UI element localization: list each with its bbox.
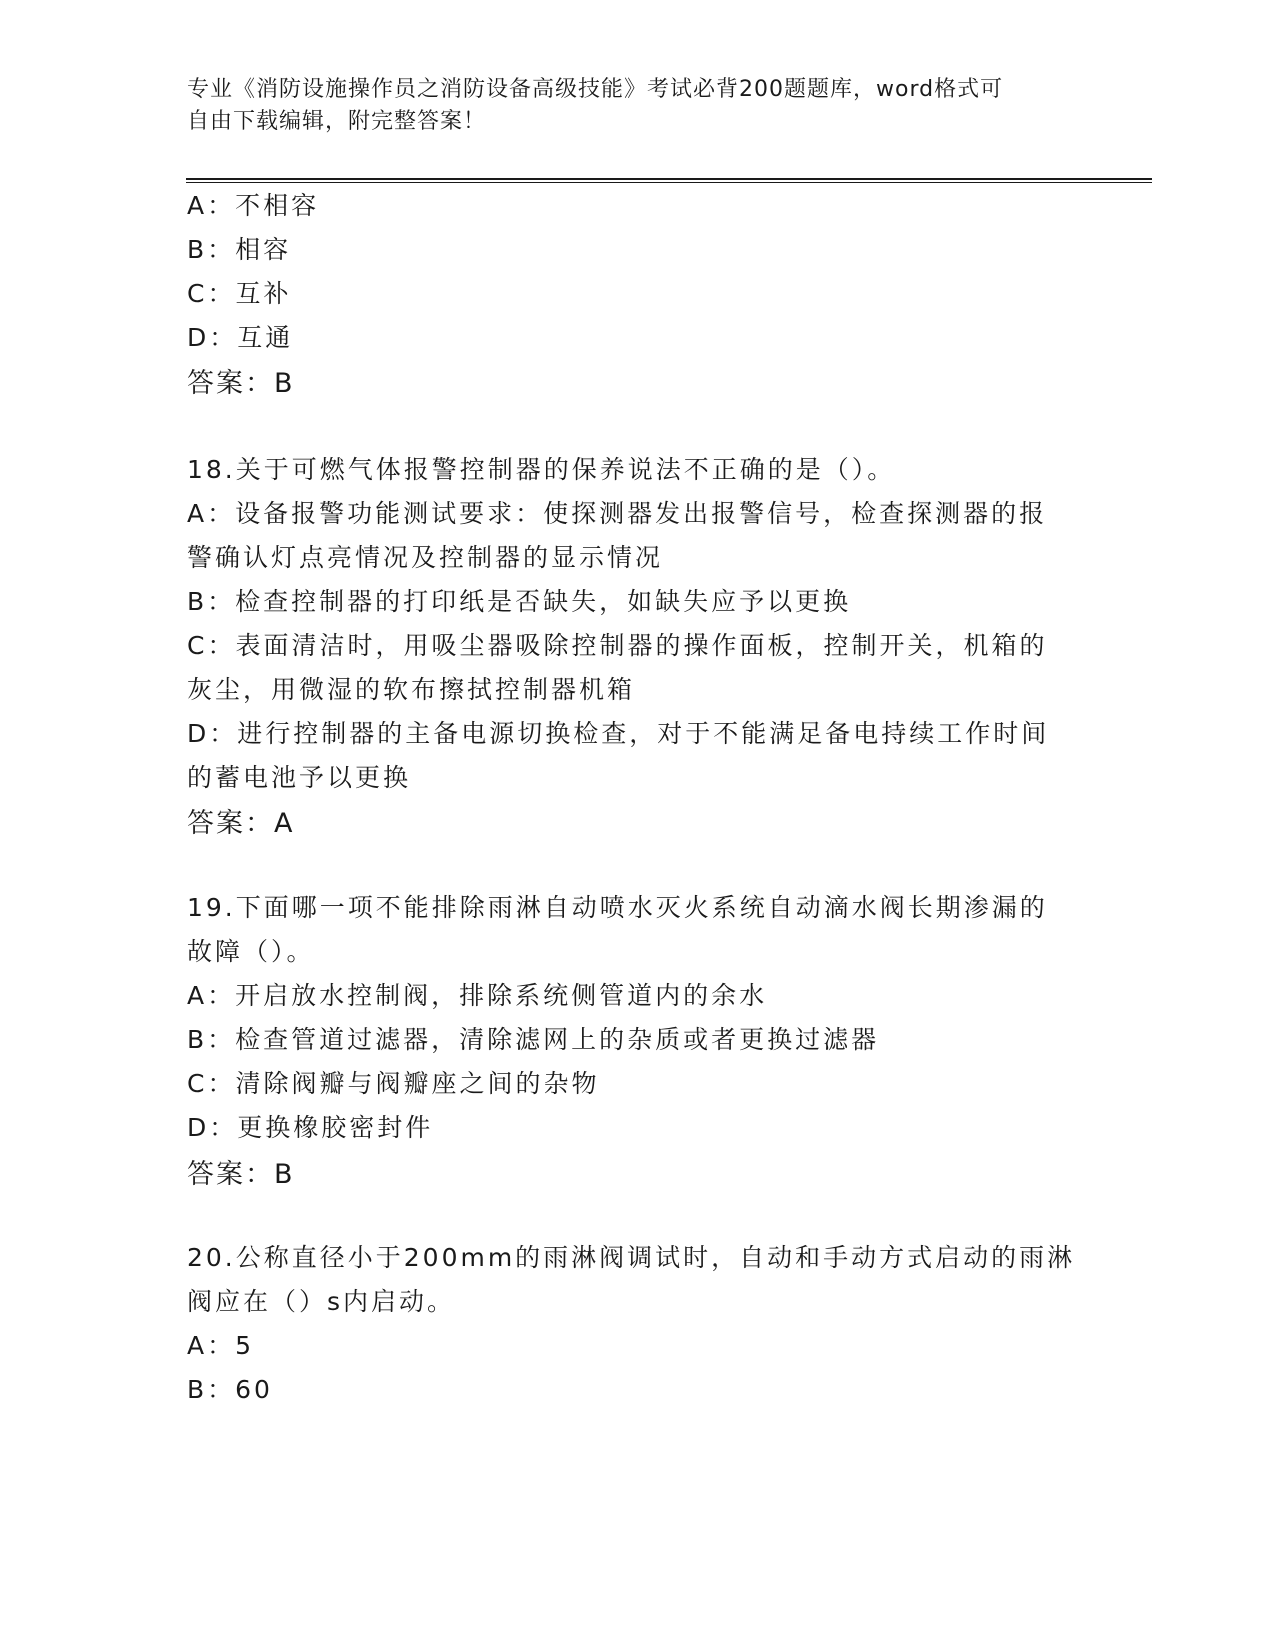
q19-question-line-1: 19.下面哪一项不能排除雨淋自动喷水灭火系统自动滴水阀长期渗漏的 <box>187 893 1048 922</box>
q20-option-b: B：60 <box>187 1375 273 1404</box>
q18-question: 18.关于可燃气体报警控制器的保养说法不正确的是（）。 <box>187 455 896 484</box>
header-line-1: 专业《消防设施操作员之消防设备高级技能》考试必背200题题库，word格式可 <box>187 77 1004 102</box>
q18-option-c-line-2: 灰尘，用微湿的软布擦拭控制器机箱 <box>187 675 636 704</box>
q19-option-a: A：开启放水控制阀，排除系统侧管道内的余水 <box>187 981 768 1010</box>
q18-option-d-line-2: 的蓄电池予以更换 <box>187 763 412 792</box>
q17-option-a: A：不相容 <box>187 191 320 220</box>
header-divider-thin <box>186 182 1152 183</box>
q18-option-a-line-1: A：设备报警功能测试要求：使探测器发出报警信号，检查探测器的报 <box>187 499 1048 528</box>
q19-option-b: B：检查管道过滤器，清除滤网上的杂质或者更换过滤器 <box>187 1025 880 1054</box>
q17-option-c: C：互补 <box>187 279 292 308</box>
q20-question-line-2: 阀应在（）s内启动。 <box>187 1287 456 1316</box>
q19-option-c: C：清除阀瓣与阀瓣座之间的杂物 <box>187 1069 600 1098</box>
q18-option-d-line-1: D：进行控制器的主备电源切换检查，对于不能满足备电持续工作时间 <box>187 719 1050 748</box>
q18-option-a-line-2: 警确认灯点亮情况及控制器的显示情况 <box>187 543 664 572</box>
q19-option-d: D：更换橡胶密封件 <box>187 1113 434 1142</box>
q20-option-a: A：5 <box>187 1331 255 1360</box>
q18-option-b: B：检查控制器的打印纸是否缺失，如缺失应予以更换 <box>187 587 852 616</box>
header-divider-thick <box>186 178 1152 180</box>
q17-option-b: B：相容 <box>187 235 292 264</box>
header-line-2: 自由下载编辑，附完整答案！ <box>187 109 487 134</box>
q17-answer: 答案：B <box>187 368 295 399</box>
q18-answer: 答案：A <box>187 808 295 839</box>
q17-option-d: D：互通 <box>187 323 294 352</box>
q20-question-line-1: 20.公称直径小于200mm的雨淋阀调试时，自动和手动方式启动的雨淋 <box>187 1243 1076 1272</box>
q19-question-line-2: 故障（）。 <box>187 937 315 966</box>
q19-answer: 答案：B <box>187 1159 295 1190</box>
document-header <box>187 74 1067 138</box>
q18-option-c-line-1: C：表面清洁时，用吸尘器吸除控制器的操作面板，控制开关，机箱的 <box>187 631 1048 660</box>
